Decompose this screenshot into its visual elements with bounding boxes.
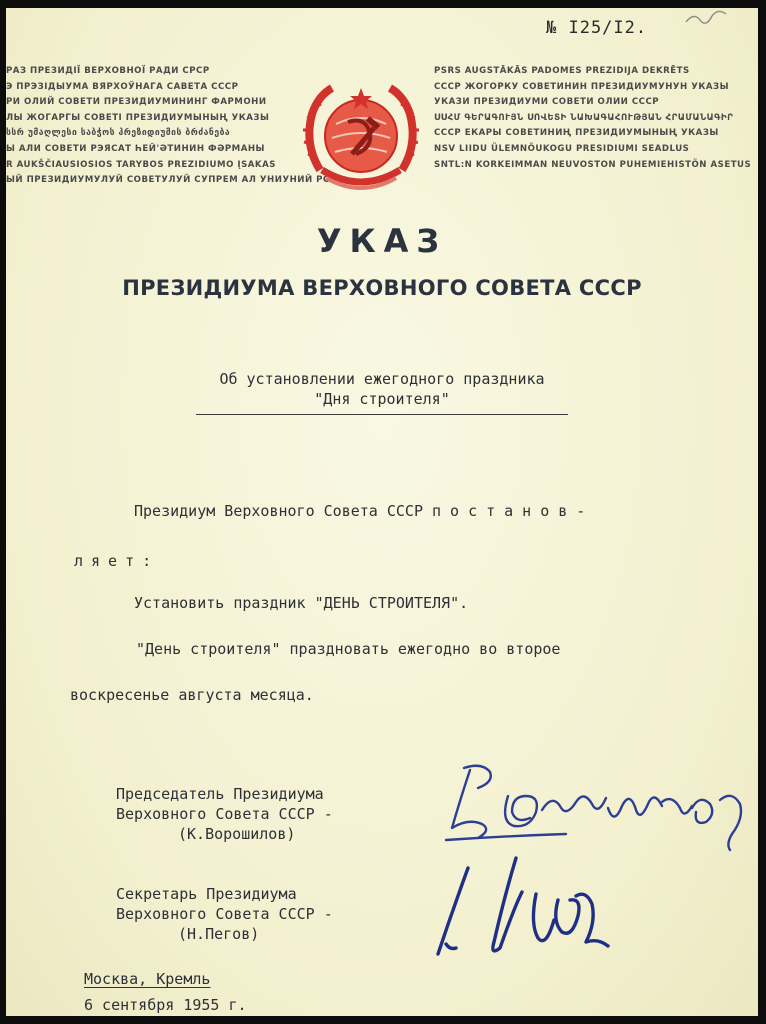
header-line: PSRS AUGSTĀKĀS PADOMES PREZIDIJA DEKRĒTS: [434, 66, 690, 76]
header-line: Э ПРЭЗІДЫУМА ВЯРХОЎНАГА САВЕТА СССР: [6, 81, 239, 92]
header-languages-right: [434, 64, 752, 173]
header-line: РАЗ ПРЕЗИДIЇ ВЕРХОВНОЇ РАДИ СРСР: [6, 66, 210, 76]
body-line-1: [134, 502, 594, 520]
header-line: ЛЫ ЖОГАРГЫ СОВЕТІ ПРЕЗИДИУМЫНЫҢ УКАЗЫ: [6, 112, 270, 123]
body-line-1-text: Президиум Верховного Совета СССР: [134, 502, 433, 520]
body-line-4: "День строителя" праздновать ежегодно во второе: [136, 640, 561, 658]
body-line-5: воскресенье августа месяца.: [70, 686, 314, 704]
signatory-2-body: Верховного Совета СССР -: [116, 905, 333, 923]
heading-underline: [196, 414, 568, 415]
decree-title: УКАЗ: [316, 222, 448, 260]
signatory-1-name: (К.Ворошилов): [178, 825, 296, 843]
header-line: NSV LIIDU ÜLEMNÕUKOGU PRESIDIUMI SEADLUS: [434, 143, 690, 154]
decree-subtitle: ПРЕЗИДИУМА ВЕРХОВНОГО СОВЕТА СССР: [122, 276, 642, 300]
signatory-2-name: (Н.Пегов): [178, 925, 260, 943]
header-languages-left: [6, 64, 337, 189]
header-line: ЫЙ ПРЕЗИДИУМУЛУЙ СОВЕТУЛУЙ СУПРЕМ АЛ УНИУНИЙ РСС: [6, 175, 337, 186]
signature-voroshilov: [430, 756, 750, 852]
document-number: № I25/I2.: [546, 18, 648, 38]
signature-pegov: [426, 848, 626, 968]
date-of-signing: 6 сентября 1955 г.: [84, 996, 247, 1014]
signatory-2-title: Секретарь Президиума: [116, 885, 297, 903]
ussr-emblem-icon: [298, 74, 424, 198]
header-line: R AUKŠČIAUSIOSIOS TARYBOS PREZIDIUMO ĮSAKAS: [6, 159, 276, 170]
header-line: РИ ОЛИЙ СОВЕТИ ПРЕЗИДИУМИНИНГ ФАРМОНИ: [6, 97, 267, 108]
header-line: Ы АЛИ СОВЕТИ РЭЯСАТ ҺЕЙ'ӘТИНИН ФӘРМАНЫ: [6, 143, 265, 154]
place-of-signing: Москва, Кремль: [84, 970, 211, 988]
signatory-1-title: Председатель Президиума: [116, 785, 324, 803]
signatory-1-body: Верховного Совета СССР -: [116, 805, 333, 823]
body-line-2: ляет:: [74, 552, 160, 570]
body-line-3: Установить праздник "ДЕНЬ СТРОИТЕЛЯ".: [134, 594, 469, 612]
header-line: СССР ЖОГОРКУ СОВЕТИНИН ПРЕЗИДИУМУНУН УКАЗЫ: [434, 81, 730, 92]
signatory-1-block: [116, 784, 333, 844]
header-line: ՍՍՀՄ ԳԵՐԱԳՈՒՅՆ ՍՈՎԵՏԻ ՆԱԽԱԳԱՀՈՒԹՅԱՆ ՀՐԱՄԱՆԱԳԻՐ: [434, 112, 734, 123]
header-line: УКАЗИ ПРЕЗИДИУМИ СОВЕТИ ОЛИИ СССР: [434, 97, 660, 108]
header-line: СССР ЕКАРЫ СОВЕТИНИҢ ПРЕЗИДИУМЫНЫҢ УКАЗЫ: [434, 128, 719, 139]
body-line-1-spaced: постанов-: [432, 502, 595, 520]
header-line: სსრ უმაღლესი საბჭოს პრეზიდიუმის ბრძანება: [6, 128, 231, 139]
header-line: SNTL:N KORKEIMMAN NEUVOSTON PUHEMIEHISTÖN ASETUS: [434, 159, 752, 170]
handwritten-corner-mark: [682, 8, 742, 32]
decree-heading-line1: Об установлении ежегодного праздника: [219, 370, 545, 388]
signatory-2-block: [116, 884, 333, 944]
decree-heading-line2: "Дня строителя": [314, 390, 450, 408]
document-sheet: [6, 8, 758, 1016]
